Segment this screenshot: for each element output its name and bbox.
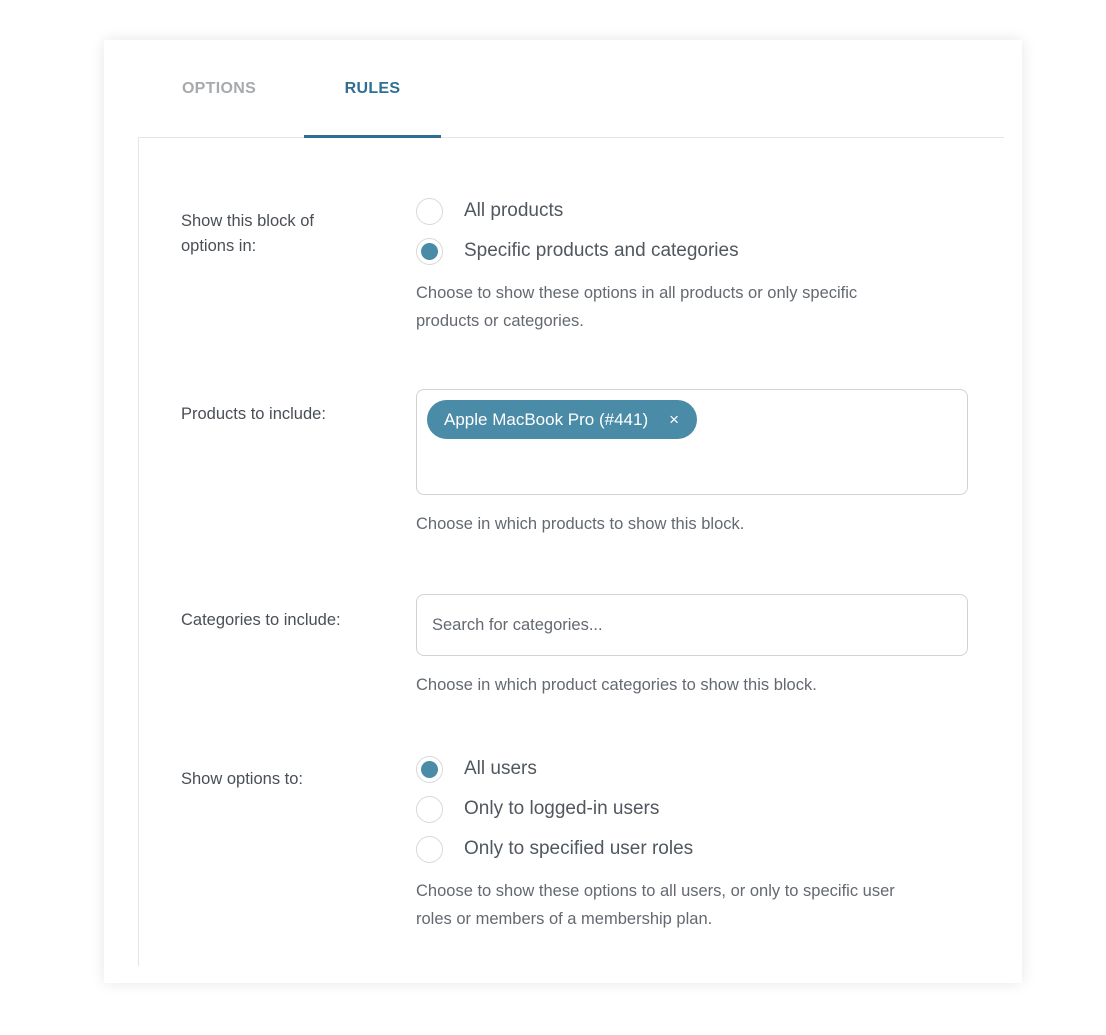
product-token-label: Apple MacBook Pro (#441) — [444, 409, 649, 429]
radio-logged-in-users-control[interactable] — [416, 796, 443, 823]
products-label: Products to include: — [181, 405, 326, 423]
show-to-help: Choose to show these options to all users, or only to specific user roles or members of a membership plan. — [416, 882, 895, 928]
show-to-field — [416, 749, 970, 933]
rules-settings-card — [104, 40, 1022, 983]
radio-all-products[interactable] — [416, 191, 970, 231]
show-block-label: Show this block of options in: — [181, 212, 314, 255]
show-block-help: Choose to show these options in all products or only specific products or categories. — [416, 284, 858, 330]
categories-search-input[interactable] — [416, 594, 968, 656]
radio-logged-in-users[interactable] — [416, 789, 970, 829]
radio-all-users[interactable] — [416, 749, 970, 789]
categories-label: Categories to include: — [181, 611, 341, 629]
token-remove-icon[interactable]: × — [669, 409, 680, 429]
radio-all-users-label: All users — [464, 758, 537, 779]
categories-help: Choose in which product categories to show this block. — [416, 676, 817, 694]
categories-field — [416, 594, 970, 699]
radio-all-users-control[interactable] — [416, 756, 443, 783]
products-field — [416, 389, 970, 538]
radio-all-products-control[interactable] — [416, 198, 443, 225]
panel-divider — [138, 138, 139, 966]
radio-specific-products-control[interactable] — [416, 238, 443, 265]
radio-specific-products-label: Specific products and categories — [464, 240, 739, 261]
show-block-field — [416, 191, 970, 335]
radio-user-roles[interactable] — [416, 829, 970, 869]
show-to-label: Show options to: — [181, 770, 303, 788]
tab-rules[interactable]: RULES — [304, 40, 441, 137]
products-help: Choose in which products to show this block. — [416, 515, 745, 533]
radio-user-roles-control[interactable] — [416, 836, 443, 863]
radio-specific-products[interactable] — [416, 231, 970, 271]
radio-all-products-label: All products — [464, 200, 564, 221]
radio-user-roles-label: Only to specified user roles — [464, 838, 694, 859]
tab-options[interactable]: OPTIONS — [181, 79, 257, 97]
products-token-input[interactable] — [416, 389, 968, 495]
product-token — [427, 400, 697, 439]
radio-logged-in-users-label: Only to logged-in users — [464, 798, 660, 819]
tab-bar — [138, 40, 1004, 138]
